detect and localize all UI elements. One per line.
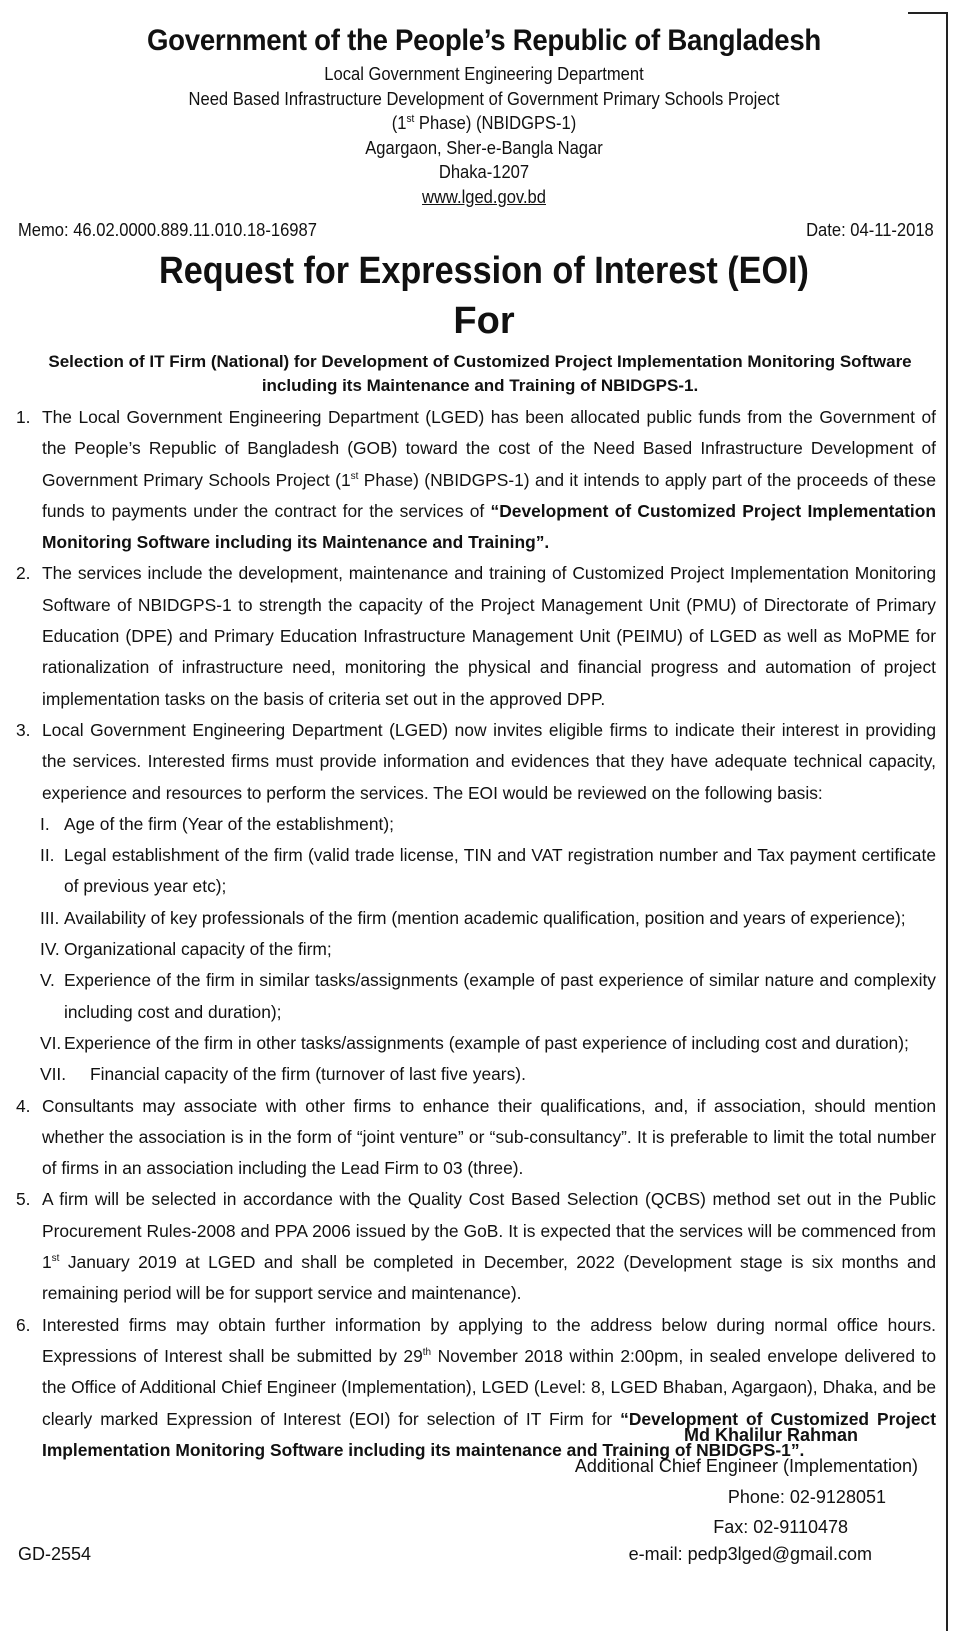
- paragraph-4: 4. Consultants may associate with other firms to enhance their qualifications, and, if association, should mention whether the association is in the form of “joint venture” or “sub-consultancy”. It is preferable to limit the total number of firms in an association including the Lead Firm to 03 (three).: [16, 1091, 936, 1185]
- address-line-2: Dhaka-1207: [438, 162, 530, 182]
- department-name: Local Government Engineering Department: [324, 64, 644, 84]
- gd-number: GD-2554: [18, 1544, 92, 1564]
- address-line-1: Agargaon, Sher-e-Bangla Nagar: [365, 138, 603, 158]
- criteria-item: I. Age of the firm (Year of the establishment);: [40, 813, 394, 834]
- page-border-top: [908, 12, 948, 14]
- paragraph-number: 1.: [16, 407, 31, 427]
- signatory-fax: Fax: 02-9110478: [713, 1517, 848, 1538]
- government-title: Government of the People’s Republic of Bangladesh: [146, 24, 822, 57]
- criteria-item: V. Experience of the firm in similar tasks/assignments (example of past experience of similar nature and complexity including cost and duration);: [40, 970, 936, 1022]
- criteria-item: VI. Experience of the firm in other tasks/assignments (example of past experience of including cost and duration);: [40, 1032, 909, 1053]
- signatory-email[interactable]: e-mail: pedp3lged@gmail.com: [628, 1544, 872, 1564]
- notice-date: Date: 04-11-2018: [806, 220, 934, 240]
- paragraph-2: 2. The services include the development, maintenance and training of Customized Project Implementation Monitoring Software of NBIDGPS-1 to strength the capacity of the Project Management Unit (PMU) of Directorate of Primary Education (DPE) and Primary Education Infrastructure Management Unit (PEIMU) of LGED as well as MoPME for rationalization of infrastructure need, monitoring the physical and financial progress and automation of project implementation tasks on the basis of criteria set out in the approved DPP.: [16, 558, 936, 714]
- paragraph-number: 2.: [16, 563, 31, 584]
- signatory-phone: Phone: 02-9128051: [727, 1486, 886, 1507]
- paragraph-number: 6.: [16, 1314, 31, 1335]
- criteria-item: III. Availability of key professionals of the firm (mention academic qualification, position and years of experience);: [40, 907, 906, 928]
- paragraph-number: 5.: [16, 1189, 31, 1210]
- project-name: Need Based Infrastructure Development of Government Primary Schools Project: [188, 89, 780, 109]
- paragraph-number: 4.: [16, 1095, 31, 1116]
- paragraph-number: 3.: [16, 719, 31, 740]
- criteria-item: II. Legal establishment of the firm (valid trade license, TIN and VAT registration number and Tax payment certificate of previous year etc);: [40, 845, 936, 897]
- memo-number: Memo: 46.02.0000.889.11.010.18-16987: [18, 220, 317, 240]
- notice-body: [16, 402, 936, 1466]
- paragraph-1: 1. The Local Government Engineering Department (LGED) has been allocated public funds from the Government of the People’s Republic of Bangladesh (GOB) toward the cost of the Need Based Infrastructure Development of Government Primary Schools Project (1st Phase) (NBIDGPS-1) and it intends to apply part of the proceeds of these funds to payments under the contract for the services of “Development of Customized Project Implementation Monitoring Software including its Maintenance and Training”.: [16, 402, 936, 558]
- notice-title: Request for Expression of Interest (EOI): [159, 250, 809, 292]
- paragraph-3: 3. Local Government Engineering Department (LGED) now invites eligible firms to indicate their interest in providing the services. Interested firms must provide information and evidences that they have adequate technical capacity, experience and resources to perform the services. The EOI would be reviewed on the following basis:: [16, 715, 936, 809]
- signatory-designation: Additional Chief Engineer (Implementation): [574, 1455, 918, 1476]
- notice-subject: Selection of IT Firm (National) for Development of Customized Project Implementation Monitoring Software including its Maintenance and Training of NBIDGPS-1.: [48, 352, 912, 395]
- signatory-name: Md Khalilur Rahman: [683, 1425, 858, 1445]
- website-link[interactable]: www.lged.gov.bd: [422, 187, 546, 207]
- page-border-right: [946, 12, 948, 1631]
- paragraph-5: 5. A firm will be selected in accordance with the Quality Cost Based Selection (QCBS) method set out in the Public Procurement Rules-2008 and PPA 2006 issued by the GoB. It is expected that the services will be commenced from 1st January 2019 at LGED and shall be completed in December, 2022 (Development stage is six months and remaining period will be for support service and maintenance).: [16, 1184, 936, 1309]
- criteria-item: IV. Organizational capacity of the firm;: [40, 939, 332, 960]
- signature-block: [575, 1420, 918, 1543]
- project-phase: (1st Phase) (NBIDGPS-1): [391, 113, 577, 133]
- criteria-item: VII. Financial capacity of the firm (turnover of last five years).: [40, 1064, 526, 1085]
- notice-title-for: For: [453, 300, 515, 342]
- paragraph-6: 6. Interested firms may obtain further information by applying to the address below during normal office hours. Expressions of Interest shall be submitted by 29th November 2018 within 2:00pm, in sealed envelope delivered to the Office of Additional Chief Engineer (Implementation), LGED (Level: 8, LGED Bhaban, Agargaon), Dhaka, and be clearly marked Expression of Interest (EOI) for selection of IT Firm for “Development of Customized Project Implementation Monitoring Software including its maintenance and Training of NBIDGPS-1”.: [16, 1310, 936, 1466]
